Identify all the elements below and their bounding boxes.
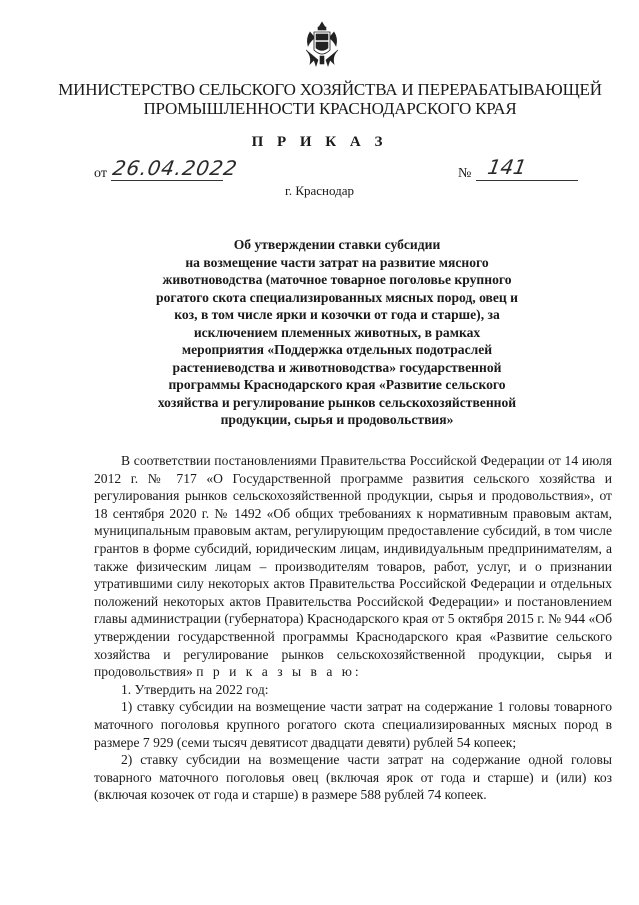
krasnodar-coat-of-arms-icon [302, 20, 342, 68]
subject-line: на возмещение части затрат на развитие мясного [185, 254, 489, 270]
handwritten-number: 141 [485, 155, 529, 179]
order-subject [140, 236, 534, 429]
ministry-name-line1: МИНИСТЕРСТВО СЕЛЬСКОГО ХОЗЯЙСТВА И ПЕРЕРАБАТЫВАЮЩЕЙ [58, 80, 602, 99]
subject-line: мероприятия «Поддержка отдельных подотраслей [181, 342, 493, 357]
subject-line: программы Краснодарского края «Развитие сельского [168, 377, 506, 392]
city: г. Краснодар [284, 183, 355, 198]
subject-line: продукции, сырья и продовольствия» [220, 412, 454, 427]
preamble-text: В соответствии постановлениями Правительства Российской Федерации от 14 июля 2012 г. № 717 «О Государственной программе развития сельского хозяйства и регулирования рынков сельскохозяйственной продукции, сырья и продовольствия», от 18 сентября 2020 г. № 1492 «Об общих требованиях к нормативным правовым актам, муниципальным правовым актам, регулирующим предоставление субсидий, в том числе грантов в форме субсидий, юридическим лицам, индивидуальным предпринимателям, а также физическим лицам – производителям товаров, работ, услуг, и о признании утратившими силу некоторых актов Правительства Российской Федерации и отдельных положений некоторых актов Правительства Российской Федерации» и постановлением главы администрации (губернатора) Краснодарского края от 5 октября 2015 г. № 944 «Об утверждении государственной программы Краснодарского края «Развитие сельского хозяйства и регулирование рынков сельскохозяйственной продукции, сырья и продовольствия» [94, 453, 612, 680]
subject-line: растениеводства и животноводства» государственной [172, 359, 502, 375]
order-title: П Р И К А З [251, 134, 388, 150]
subject-line: хозяйства и регулирование рынков сельскохозяйственной [157, 394, 517, 410]
subject-line: Об утверждении ставки субсидии [233, 237, 441, 252]
preamble-paragraph [94, 452, 612, 681]
number-underline [476, 180, 578, 181]
subject-line: коз, в том числе ярки и козочки от года и старше), за [174, 307, 500, 322]
ministry-name-line2: ПРОМЫШЛЕННОСТИ КРАСНОДАРСКОГО КРАЯ [143, 99, 517, 118]
number-prefix: № [458, 166, 472, 181]
subject-line: исключением племенных животных, в рамках [193, 324, 481, 340]
handwritten-date: 26.04.2022 [110, 156, 240, 180]
subject-line: животноводства (маточное товарное поголовье крупного [162, 272, 512, 287]
item-1-1: 1) ставку субсидии на возмещение части затрат на содержание 1 головы товарного маточного поголовья крупного рогатого скота специализированных мясных пород в размере 7 929 (семи тысяч девятисот двадцати девяти) рублей 54 копеек; [94, 699, 612, 750]
item-1: 1. Утвердить на 2022 год: [121, 681, 269, 697]
item-1-2: 2) ставку субсидии на возмещение части затрат на содержание одной головы товарного маточного поголовья овец (включая ярок от года и старше) и (или) коз (включая козочек от года и старше) в размере 588 рублей 74 копеек. [94, 752, 612, 803]
order-body [94, 452, 612, 804]
decree-word: п р и к а з ы в а ю: [196, 664, 362, 680]
date-underline [111, 180, 223, 181]
date-prefix: от [94, 166, 107, 181]
ministry-name [40, 80, 620, 118]
subject-line: рогатого скота специализированных мясных пород, овец и [156, 289, 518, 305]
